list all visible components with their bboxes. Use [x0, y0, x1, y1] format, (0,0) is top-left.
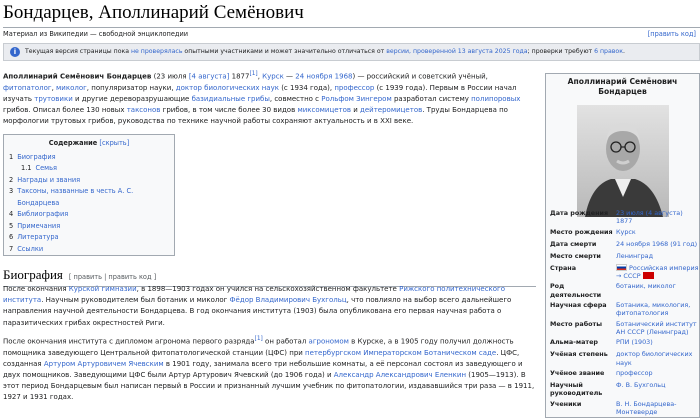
- lead-text: —: [283, 72, 296, 81]
- body-text: в 1901 году, занимала всего три небольшие комнаты, а её персонал состоял из заведующего и двух помощников. Заведующими ЦФС были Артур Артурович Ячевский (до 1906 года) и: [3, 359, 523, 379]
- portrait-photo[interactable]: [577, 105, 669, 217]
- toc-link[interactable]: Библиография: [17, 210, 69, 219]
- infobox-key: Дата смерти: [550, 239, 597, 248]
- infobox-key: Учёное звание: [550, 368, 605, 377]
- edit-code-link-label[interactable]: [править код]: [647, 30, 696, 38]
- infobox-value[interactable]: Курск: [616, 227, 636, 236]
- infobox-key: Страна: [550, 263, 577, 272]
- toc-number: 2: [9, 175, 14, 184]
- lead-link[interactable]: 24 ноября 1968: [295, 72, 353, 81]
- body-link[interactable]: агрономом: [308, 337, 349, 346]
- notice-text: опытными участниками и может значительно отличаться от: [182, 47, 387, 55]
- lead-link[interactable]: миксомицетов: [297, 105, 352, 114]
- infobox-value[interactable]: Ботаника, микология, фитопатология: [616, 300, 691, 318]
- page-title: Бондарцев, Аполлинарий Семёнович: [3, 2, 304, 23]
- toc-item[interactable]: [9, 209, 169, 221]
- toc-link[interactable]: Награды и звания: [17, 175, 81, 184]
- infobox-value[interactable]: профессор: [616, 368, 653, 377]
- body-text: . ЦФС, созданная: [3, 348, 520, 368]
- lead-link[interactable]: фитопатолог: [3, 83, 52, 92]
- toc-title: Содержание: [48, 139, 98, 147]
- lead-link[interactable]: дейтеромицетов: [360, 105, 423, 114]
- infobox-key: Род деятельности: [550, 282, 602, 299]
- infobox-row: [550, 208, 700, 227]
- body-link[interactable]: Александр Александрович Еленкин: [333, 370, 467, 379]
- review-notice-text: [25, 48, 625, 57]
- section-title: Биография: [3, 267, 63, 282]
- lead-text: 1877: [229, 72, 250, 81]
- infobox-key: Альма-матер: [550, 338, 599, 347]
- body-link[interactable]: Рижского политехнического института: [3, 285, 506, 305]
- body-text: После окончания: [3, 285, 69, 293]
- infobox-value[interactable]: ботаник, миколог: [616, 282, 676, 291]
- portrait-image: [577, 105, 669, 217]
- body-text: , что повлияло на выбор всего дальнейшего направления научной деятельности Бондарцева. В год окончания института (1903) была опубликована его первая научная работа о паразитических грибах окрестностей Риги.: [3, 296, 512, 327]
- toc-number: 3: [9, 187, 14, 196]
- infobox-key: Место смерти: [550, 251, 601, 260]
- body-text: После окончания института с дипломом агронома первого разряда: [3, 337, 255, 346]
- lead-text: (23 июля: [151, 72, 189, 81]
- lead-link[interactable]: полипоровых: [471, 94, 521, 103]
- infobox-row: [550, 349, 700, 368]
- lead-link[interactable]: базидиальные грибы: [191, 94, 270, 103]
- toc-number: 6: [9, 233, 14, 242]
- infobox-key: Место работы: [550, 319, 603, 328]
- lead-text: и: [351, 105, 361, 114]
- toc-header: [9, 139, 169, 149]
- body-link[interactable]: петербургском Императорском Ботаническом саде: [305, 348, 497, 357]
- infobox-row: [550, 319, 700, 338]
- toc-item[interactable]: [9, 152, 169, 164]
- title-divider: [3, 27, 700, 28]
- pending-edits-link[interactable]: 6 правок: [594, 47, 623, 55]
- toc-link[interactable]: Семья: [35, 164, 57, 173]
- lead-paragraph: [3, 70, 534, 127]
- infobox-row: [550, 337, 700, 349]
- body-text: в Курске, а в 1905 году получил должность помощника заведующего Центральной фитопатологической станции (ЦФС) при: [3, 337, 514, 357]
- infobox-value[interactable]: 23 июля (4 августа) 1877: [616, 209, 683, 226]
- infobox-row: [550, 399, 700, 418]
- infobox-value[interactable]: Ботанический институт АН СССР (Ленинград): [616, 319, 697, 336]
- not-reviewed-link[interactable]: не проверялась: [130, 47, 183, 55]
- footnote-link[interactable]: [1]: [249, 71, 258, 77]
- body-text: , в 1898—1903 годах он учился на сельскохозяйственном факультете: [136, 285, 400, 293]
- infobox-row: [550, 380, 700, 399]
- toc-link[interactable]: Примечания: [17, 221, 61, 230]
- body-text: . Научным руководителем был ботаник и миколог: [41, 296, 230, 305]
- infobox-value[interactable]: РПИ (1903): [616, 338, 653, 347]
- ussr-flag-icon: [643, 272, 654, 279]
- toc-number: 7: [9, 244, 14, 253]
- body-link[interactable]: Курской гимназии: [68, 285, 137, 293]
- lead-link[interactable]: Курск: [262, 72, 284, 81]
- toc-number: 5: [9, 221, 14, 230]
- toc-item[interactable]: [9, 244, 169, 256]
- lead-text: , популяризатор науки,: [86, 83, 176, 92]
- footnote-link[interactable]: [1]: [254, 336, 263, 342]
- page-subtitle: Материал из Википедии — свободной энциклопедии: [3, 30, 189, 38]
- reviewed-version-link[interactable]: версии, проверенной 13 августа 2025 года: [386, 47, 528, 55]
- lead-text: грибов. Описал более 130 новых: [3, 105, 127, 114]
- notice-text: Текущая версия страницы пока: [25, 47, 131, 55]
- infobox-key: Место рождения: [550, 227, 613, 236]
- lead-text: (с 1934 года),: [278, 83, 335, 92]
- infobox-value[interactable]: Ленинград: [616, 251, 653, 260]
- lead-text: и другие дереворазрушающие: [72, 94, 192, 103]
- infobox-row: [550, 368, 700, 380]
- infobox-row: [550, 263, 700, 282]
- lead-text: разработал систему: [391, 94, 472, 103]
- infobox-value[interactable]: В. Н. Бондарцева-Монтеверде: [616, 399, 677, 416]
- lead-text: ,: [257, 72, 263, 81]
- lead-link[interactable]: [4 августа]: [188, 72, 230, 81]
- infobox-table: [550, 208, 700, 417]
- toc-number: 4: [9, 210, 14, 219]
- infobox-value[interactable]: Ф. В. Бухгольц: [616, 380, 666, 389]
- toc-item[interactable]: [9, 186, 169, 209]
- edit-code-link[interactable]: [648, 30, 696, 40]
- info-icon: i: [10, 47, 20, 57]
- lead-text: ) — российский и советский учёный,: [352, 72, 488, 81]
- lead-text: грибов, в том числе более 30 видов: [160, 105, 298, 114]
- lead-link[interactable]: трутовики: [34, 94, 73, 103]
- infobox-row: [550, 227, 700, 239]
- toc-item[interactable]: [9, 163, 169, 175]
- infobox-key: Научный руководитель: [550, 380, 603, 398]
- notice-text: ; проверки требуют: [527, 47, 595, 55]
- lead-link[interactable]: доктор биологических наук: [175, 83, 279, 92]
- table-of-contents: [3, 134, 175, 256]
- infobox-key: Научная сфера: [550, 300, 607, 309]
- toc-item[interactable]: [9, 175, 169, 187]
- lead-text: , совместно с: [269, 94, 322, 103]
- section-edit-links[interactable]: [ править | править код ]: [68, 273, 157, 281]
- notice-text: .: [622, 47, 625, 55]
- subject-name: Аполлинарий Семёнович Бондарцев: [3, 72, 152, 81]
- russian-empire-flag-icon: [616, 264, 627, 271]
- infobox-value[interactable]: доктор биологических наук: [616, 350, 693, 367]
- toc-link[interactable]: Биография: [17, 152, 56, 161]
- body-link[interactable]: Артуром Артуровичем Ячевским: [43, 359, 164, 368]
- body-link[interactable]: Фёдор Владимирович Бухгольц: [229, 296, 347, 305]
- infobox-key: Учёная степень: [550, 350, 608, 359]
- lead-link[interactable]: Рольфом Зингером: [321, 94, 392, 103]
- country-link[interactable]: Российская империя → СССР: [616, 263, 699, 280]
- toc-link[interactable]: Литература: [17, 233, 59, 242]
- body-text: (1905—1913). В этот период Бондарцевым был написан первый в России и признанный лучшим учебник по фитопатологии, издававшийся три раза — в 1911, 1927 и 1931 годах.: [3, 370, 535, 402]
- lead-text: (с 1939 года). Первым в России начал изучать: [3, 83, 517, 103]
- toc-item[interactable]: [9, 221, 169, 233]
- lead-link[interactable]: профессор: [334, 83, 375, 92]
- body-text: он работал: [262, 337, 309, 346]
- toc-link[interactable]: Таксоны, названные в честь А. С. Бондарцева: [17, 187, 134, 207]
- toc-link[interactable]: Ссылки: [17, 244, 44, 253]
- infobox-row: [550, 239, 700, 251]
- infobox-value[interactable]: 24 ноября 1968 (91 год): [616, 239, 698, 248]
- infobox-key: Ученики: [550, 399, 582, 408]
- toc-number: 1: [9, 152, 14, 161]
- infobox-row: [550, 281, 700, 300]
- toc-hide-toggle[interactable]: [скрыть]: [99, 139, 130, 147]
- infobox-key: Дата рождения: [550, 209, 609, 217]
- infobox-row: [550, 251, 700, 263]
- lead-text: . Труды Бондарцева по морфологии трутовых грибов, руководства по технике научной работы сохраняют актуальность и в XXI веке.: [3, 105, 508, 126]
- lead-text: ,: [51, 83, 57, 92]
- lead-link[interactable]: миколог: [56, 83, 87, 92]
- infobox-value[interactable]: [616, 264, 700, 281]
- lead-link[interactable]: таксонов: [126, 105, 161, 114]
- infobox: [545, 73, 700, 418]
- biography-paragraph-1: [3, 284, 536, 329]
- toc-item[interactable]: [9, 232, 169, 244]
- review-notice: [3, 43, 700, 61]
- infobox-row: [550, 300, 700, 319]
- infobox-title: Аполлинарий Семёнович Бондарцев: [567, 77, 678, 97]
- toc-number: 1.1: [21, 164, 32, 173]
- biography-paragraph-2: [3, 335, 536, 403]
